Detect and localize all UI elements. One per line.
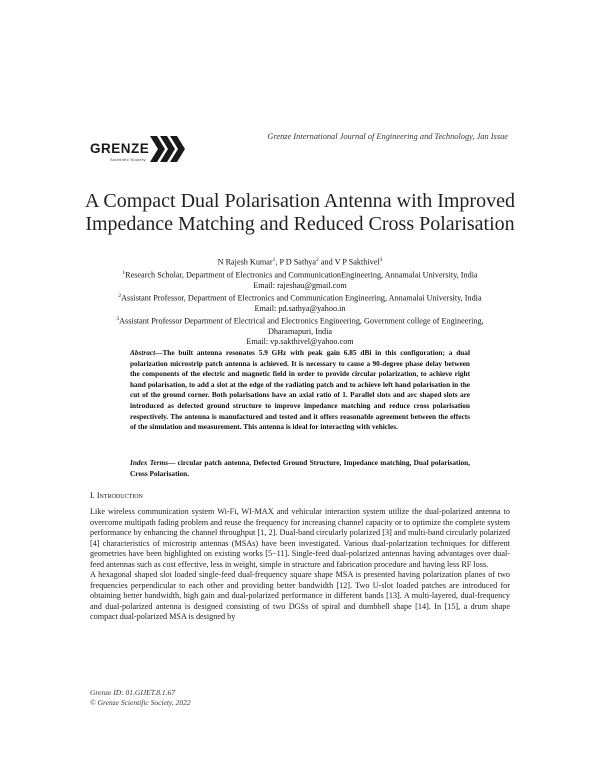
section-number: I. [90,491,97,500]
publisher-logo [90,133,190,165]
index-terms [130,458,470,479]
logo-subtitle: Scientific Society [110,157,146,162]
affiliation-3-cont: Dharamapuri, India [267,327,333,337]
author-block [60,255,540,348]
affiliation-1: $^1$Research Scholar, Department of Electronics and CommunicationEngineering, Annamalai University, India [122,269,478,280]
title-line-1: A Compact Dual Polarisation Antenna with Improved [85,190,515,212]
email-1: Email: rajeshau@gmail.com [253,280,347,290]
paragraph-2: A hexagonal shaped slot loaded single-feed dual-frequency square shape MSA is presented having polarization planes of two frequencies perpendicular to each other and providing better bandwidth [12]. Two U-slot loaded patches are introduced for obtaining better bandwidth, high gain and dual-polarized performance in different bands [13]. A multi-layered, dual-frequency and dual-polarized antenna is designed consisting of two DGSs of spiral and dumbbell shape [14]. In [15], a drum shape compact dual-polarized MSA is designed by [90,570,510,622]
paragraph-1: Like wireless communication system Wi-Fi, WI-MAX and vehicular interaction system utilize the dual-polarized antenna to overcome multipath fading problem and reuse the frequency for increasing channel capacity or to optimize the complete system performance by enhancing the channel throughput [1, 2]. Dual-band circularly polarized [3] and multi-band circularly polarized [4] characteristics of microstrip antennas (MSAs) have been investigated. Various dual-polarization techniques for different geometries have been highlighted on existing works [5−11]. Single-feed dual-polarized antennas having advantages over dual-feed antennas such as cost effective, less in weight, simple in structure and fabrication procedure and having less RF loss. [90,507,510,569]
logo-text: GRENZE [90,141,150,156]
title-line-2: Impedance Matching and Reduced Cross Polarisation [85,213,515,235]
journal-name: Grenze International Journal of Engineering and Technology, Jan Issue [267,132,508,141]
affiliation-2: $^2$Assistant Professor, Department of Electronics and Communication Engineering, Annamalai University, India [118,293,482,303]
section-title: Introduction [96,491,143,500]
chevron-arrows-icon [150,136,188,162]
index-terms-label: Index Terms [130,458,169,467]
abstract-text: —The built antenna resonates 5.9 GHz with peak gain 6.85 dBi in this configuration; a dual polarization microstrip patch antenna is achieved. It is necessary to cause a 90-degree phase delay between the components of the electric and magnetic field in order to provide circular polarization, to achieve right hand polarisation, to add a slot at the edge of the radiating patch and to achieve left hand polarisation in the cut of the ground corner. Both polarisations have an axial ratio of 1. Parallel slots and arc shaped slots are introduced as defected ground structure to improve impedance matching and reduce cross polarisation respectively. The antenna is manufactured and tested and it offers reasonable agreement between the effects of the simulation and measurement. This antenna is ideal for interacting with vehicles. [130,348,470,432]
grenze-id: Grenze ID: 01.GIJET.8.1.67 [90,688,175,697]
copyright: © Grenze Scientific Society, 2022 [90,697,191,707]
paper-title [60,190,540,236]
abstract-label: Abstract [130,348,156,357]
section-heading [90,491,143,500]
body-text [90,507,510,623]
affiliation-3: $^3$Assistant Professor Department of Electrical and Electronics Engineering, Government college of Engineering, [116,316,484,326]
email-3: Email: vp.sakthivel@yahoo.com [246,337,354,347]
author-names: N Rajesh Kumar$^1$, P D Sathya$^2$ and V P Sakthivel$^3$ [217,257,383,267]
footer [90,688,191,707]
abstract [130,348,470,433]
index-terms-text: — circular patch antenna, Defected Ground Structure, Impedance matching, Dual polarisation, Cross Polarisation. [130,458,470,478]
email-2: Email: pd.sathya@yahoo.in [254,304,346,314]
